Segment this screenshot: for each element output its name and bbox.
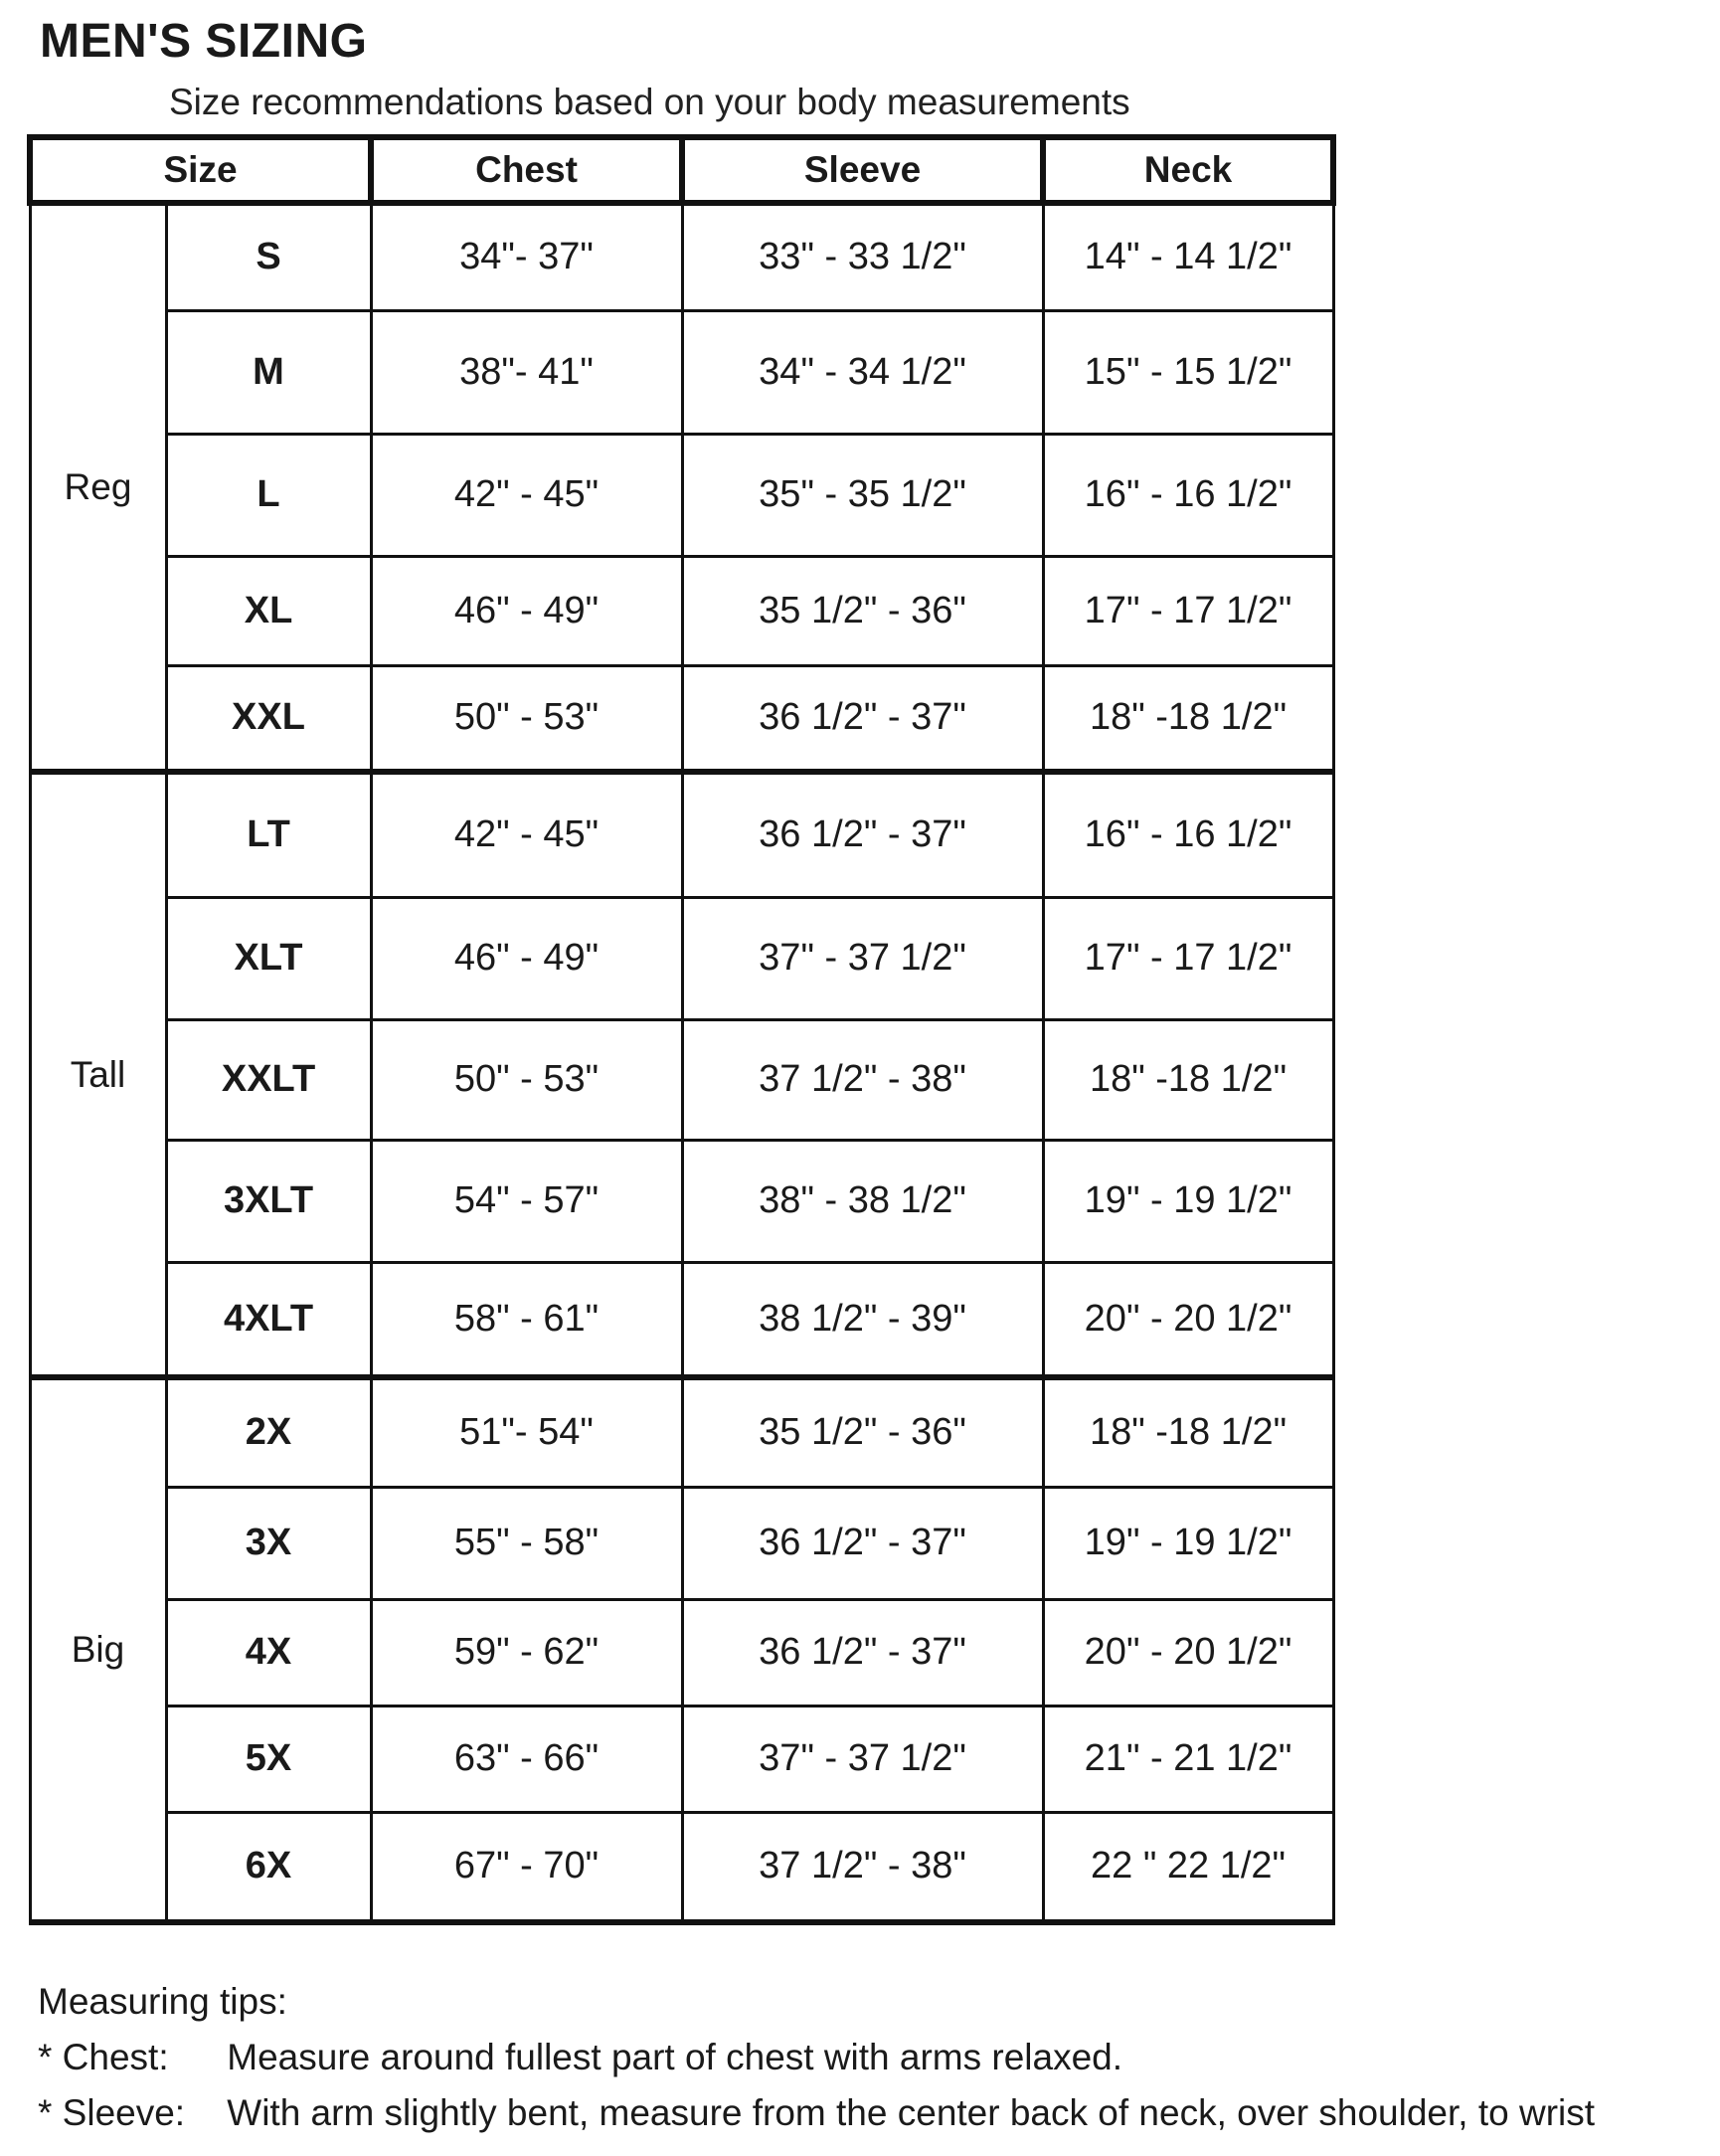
sleeve-cell: 36 1/2" - 37"	[682, 665, 1043, 772]
chest-cell: 51"- 54"	[371, 1377, 682, 1487]
table-row	[30, 434, 1333, 556]
header-sleeve: Sleeve	[682, 137, 1043, 203]
table-row	[30, 772, 1333, 897]
measuring-tips	[38, 1974, 1595, 2141]
chest-cell: 58" - 61"	[371, 1262, 682, 1377]
table-row	[30, 897, 1333, 1019]
sleeve-cell: 35 1/2" - 36"	[682, 1377, 1043, 1487]
neck-cell: 15" - 15 1/2"	[1043, 310, 1333, 434]
size-cell: 4XLT	[166, 1262, 371, 1377]
tips-heading: Measuring tips:	[38, 1981, 287, 2022]
table-row	[30, 1019, 1333, 1140]
size-cell: 3XLT	[166, 1140, 371, 1262]
size-cell: XXL	[166, 665, 371, 772]
chest-cell: 42" - 45"	[371, 434, 682, 556]
tip-chest	[38, 2030, 1595, 2085]
sleeve-cell: 36 1/2" - 37"	[682, 772, 1043, 897]
size-cell: XXLT	[166, 1019, 371, 1140]
neck-cell: 17" - 17 1/2"	[1043, 556, 1333, 665]
size-cell: LT	[166, 772, 371, 897]
size-group-label: Big	[30, 1377, 166, 1922]
size-cell: L	[166, 434, 371, 556]
chest-cell: 55" - 58"	[371, 1487, 682, 1599]
neck-cell: 21" - 21 1/2"	[1043, 1706, 1333, 1812]
neck-cell: 22 " 22 1/2"	[1043, 1812, 1333, 1922]
chest-cell: 59" - 62"	[371, 1599, 682, 1706]
tip-sleeve	[38, 2085, 1595, 2141]
table-row	[30, 556, 1333, 665]
size-cell: M	[166, 310, 371, 434]
neck-cell: 20" - 20 1/2"	[1043, 1262, 1333, 1377]
sleeve-cell: 38 1/2" - 39"	[682, 1262, 1043, 1377]
sleeve-cell: 37 1/2" - 38"	[682, 1812, 1043, 1922]
chest-cell: 34"- 37"	[371, 203, 682, 310]
size-cell: 6X	[166, 1812, 371, 1922]
table-row	[30, 1706, 1333, 1812]
table-row	[30, 1262, 1333, 1377]
header-chest: Chest	[371, 137, 682, 203]
table-row	[30, 203, 1333, 310]
page-subtitle: Size recommendations based on your body measurements	[169, 82, 1130, 122]
sleeve-cell: 34" - 34 1/2"	[682, 310, 1043, 434]
size-cell: XLT	[166, 897, 371, 1019]
size-cell: 5X	[166, 1706, 371, 1812]
table-row	[30, 1140, 1333, 1262]
table-row	[30, 1377, 1333, 1487]
chest-cell: 63" - 66"	[371, 1706, 682, 1812]
tip-chest-text: Measure around fullest part of chest with arms relaxed.	[227, 2037, 1123, 2077]
chest-cell: 42" - 45"	[371, 772, 682, 897]
chest-cell: 50" - 53"	[371, 665, 682, 772]
chest-cell: 38"- 41"	[371, 310, 682, 434]
table-row	[30, 1599, 1333, 1706]
table-row	[30, 310, 1333, 434]
table-row	[30, 1812, 1333, 1922]
size-cell: XL	[166, 556, 371, 665]
size-cell: 2X	[166, 1377, 371, 1487]
sleeve-cell: 33" - 33 1/2"	[682, 203, 1043, 310]
neck-cell: 17" - 17 1/2"	[1043, 897, 1333, 1019]
neck-cell: 16" - 16 1/2"	[1043, 434, 1333, 556]
table-row	[30, 1487, 1333, 1599]
chest-cell: 46" - 49"	[371, 897, 682, 1019]
sleeve-cell: 35 1/2" - 36"	[682, 556, 1043, 665]
tip-sleeve-text: With arm slightly bent, measure from the center back of neck, over shoulder, to wrist	[227, 2092, 1596, 2133]
table-row	[30, 665, 1333, 772]
chest-cell: 54" - 57"	[371, 1140, 682, 1262]
neck-cell: 18" -18 1/2"	[1043, 1377, 1333, 1487]
chest-cell: 50" - 53"	[371, 1019, 682, 1140]
neck-cell: 19" - 19 1/2"	[1043, 1140, 1333, 1262]
size-cell: S	[166, 203, 371, 310]
sleeve-cell: 37" - 37 1/2"	[682, 1706, 1043, 1812]
chest-cell: 67" - 70"	[371, 1812, 682, 1922]
neck-cell: 19" - 19 1/2"	[1043, 1487, 1333, 1599]
size-group-label: Reg	[30, 203, 166, 772]
sleeve-cell: 36 1/2" - 37"	[682, 1487, 1043, 1599]
sleeve-cell: 37 1/2" - 38"	[682, 1019, 1043, 1140]
sleeve-cell: 37" - 37 1/2"	[682, 897, 1043, 1019]
chest-cell: 46" - 49"	[371, 556, 682, 665]
tip-sleeve-label: * Sleeve:	[38, 2092, 186, 2133]
size-cell: 4X	[166, 1599, 371, 1706]
tip-chest-label: * Chest:	[38, 2037, 169, 2077]
header-neck: Neck	[1043, 137, 1333, 203]
table-header-row	[30, 137, 1333, 203]
neck-cell: 16" - 16 1/2"	[1043, 772, 1333, 897]
sleeve-cell: 35" - 35 1/2"	[682, 434, 1043, 556]
page-title: MEN'S SIZING	[40, 15, 368, 68]
header-size: Size	[30, 137, 371, 203]
neck-cell: 14" - 14 1/2"	[1043, 203, 1333, 310]
sleeve-cell: 36 1/2" - 37"	[682, 1599, 1043, 1706]
neck-cell: 18" -18 1/2"	[1043, 665, 1333, 772]
sizing-table	[27, 134, 1336, 1925]
size-cell: 3X	[166, 1487, 371, 1599]
sleeve-cell: 38" - 38 1/2"	[682, 1140, 1043, 1262]
neck-cell: 20" - 20 1/2"	[1043, 1599, 1333, 1706]
size-group-label: Tall	[30, 772, 166, 1377]
neck-cell: 18" -18 1/2"	[1043, 1019, 1333, 1140]
